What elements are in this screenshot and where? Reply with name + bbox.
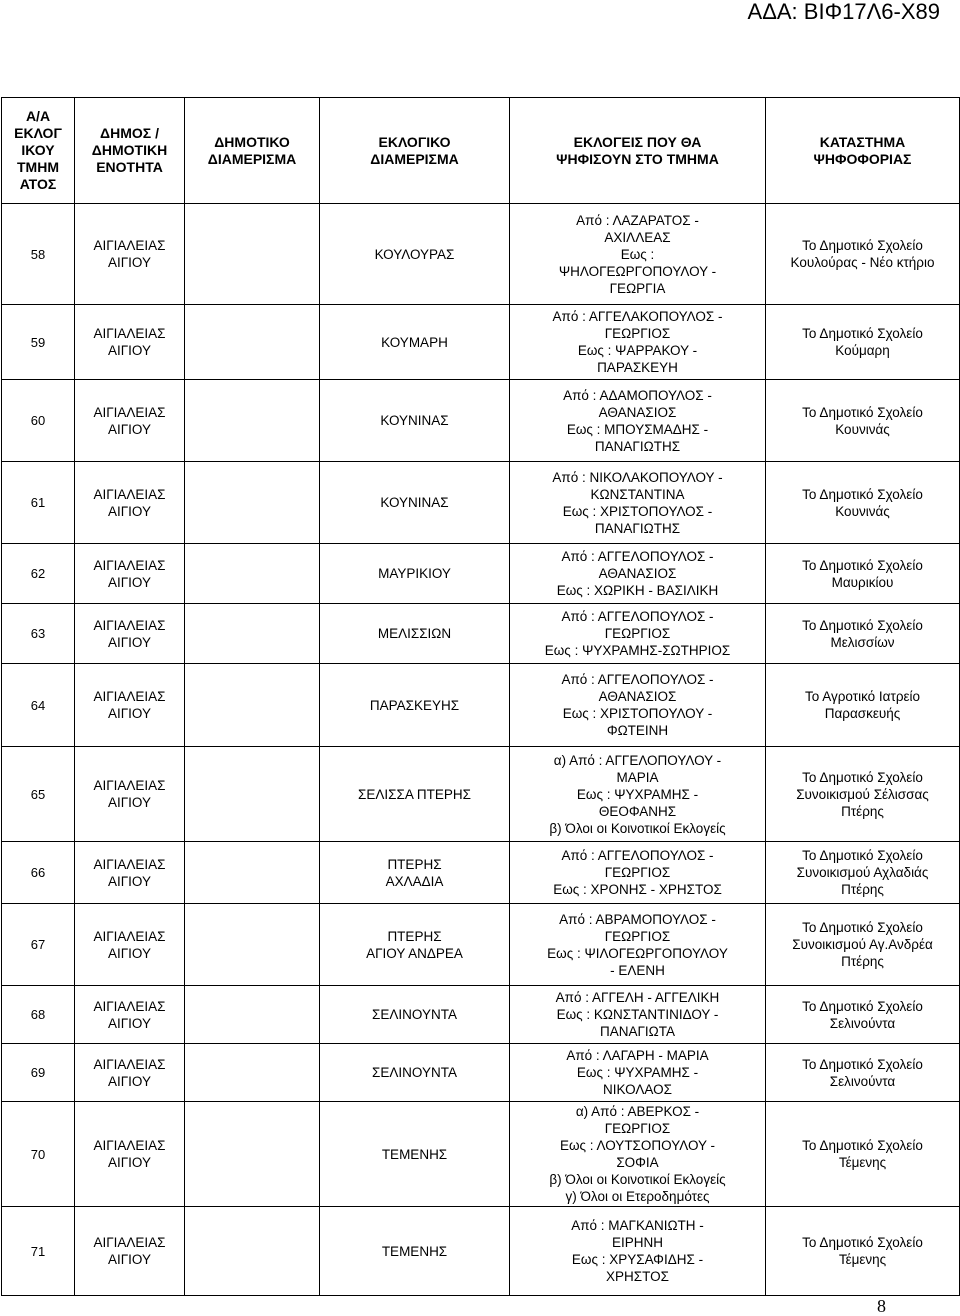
row-number: 59 bbox=[2, 305, 75, 380]
voters-cell: Από : ΛΑΓΑΡΗ - ΜΑΡΙΑ Εως : ΨΥΧΡΑΜΗΣ - ΝΙΚΟΛΑΟΣ bbox=[510, 1044, 766, 1102]
row-number: 60 bbox=[2, 380, 75, 462]
dimos-cell: ΑΙΓΙΑΛΕΙΑΣ ΑΙΓΙΟΥ bbox=[75, 1102, 185, 1207]
dimotiko-diamerisma-cell bbox=[185, 604, 320, 664]
row-number: 65 bbox=[2, 747, 75, 842]
row-number: 58 bbox=[2, 204, 75, 305]
col-header-dimotiko-diamerisma: ΔΗΜΟΤΙΚΟ ΔΙΑΜΕΡΙΣΜΑ bbox=[185, 98, 320, 204]
eklogiko-diamerisma-cell: ΚΟΥΛΟΥΡΑΣ bbox=[320, 204, 510, 305]
voters-cell: α) Από : ΑΒΕΡΚΟΣ - ΓΕΩΡΓΙΟΣ Εως : ΛΟΥΤΣΟΠΟΥΛΟΥ - ΣΟΦΙΑ β) Όλοι οι Κοινοτικοί Εκλογείς γ) Όλοι οι Ετεροδημότες bbox=[510, 1102, 766, 1207]
dimotiko-diamerisma-cell bbox=[185, 1102, 320, 1207]
table-row bbox=[2, 462, 960, 544]
table-row bbox=[2, 747, 960, 842]
dimotiko-diamerisma-cell bbox=[185, 904, 320, 986]
row-number: 68 bbox=[2, 986, 75, 1044]
eklogiko-diamerisma-cell: ΜΑΥΡΙΚΙΟΥ bbox=[320, 544, 510, 604]
dimotiko-diamerisma-cell bbox=[185, 747, 320, 842]
dimos-cell: ΑΙΓΙΑΛΕΙΑΣ ΑΙΓΙΟΥ bbox=[75, 380, 185, 462]
eklogiko-diamerisma-cell: ΠΑΡΑΣΚΕΥΗΣ bbox=[320, 664, 510, 747]
voters-cell: Από : ΑΓΓΕΛΗ - ΑΓΓΕΛΙΚΗ Εως : ΚΩΝΣΤΑΝΤΙΝΙΔΟΥ - ΠΑΝΑΓΙΩΤΑ bbox=[510, 986, 766, 1044]
dimos-cell: ΑΙΓΙΑΛΕΙΑΣ ΑΙΓΙΟΥ bbox=[75, 1044, 185, 1102]
col-header-polling-station: ΚΑΤΑΣΤΗΜΑ ΨΗΦΟΦΟΡΙΑΣ bbox=[766, 98, 960, 204]
col-header-aa: Α/Α ΕΚΛΟΓ ΙΚΟΥ ΤΜΗΜ ΑΤΟΣ bbox=[2, 98, 75, 204]
dimos-cell: ΑΙΓΙΑΛΕΙΑΣ ΑΙΓΙΟΥ bbox=[75, 842, 185, 904]
dimos-cell: ΑΙΓΙΑΛΕΙΑΣ ΑΙΓΙΟΥ bbox=[75, 544, 185, 604]
dimos-cell: ΑΙΓΙΑΛΕΙΑΣ ΑΙΓΙΟΥ bbox=[75, 604, 185, 664]
row-number: 61 bbox=[2, 462, 75, 544]
table-row bbox=[2, 664, 960, 747]
polling-station-cell: Το Αγροτικό Ιατρείο Παρασκευής bbox=[766, 664, 960, 747]
dimotiko-diamerisma-cell bbox=[185, 204, 320, 305]
polling-stations-table bbox=[1, 97, 960, 1296]
header-row bbox=[2, 98, 960, 204]
eklogiko-diamerisma-cell: ΤΕΜΕΝΗΣ bbox=[320, 1102, 510, 1207]
dimos-cell: ΑΙΓΙΑΛΕΙΑΣ ΑΙΓΙΟΥ bbox=[75, 747, 185, 842]
table-row bbox=[2, 986, 960, 1044]
row-number: 71 bbox=[2, 1207, 75, 1296]
ada-code: ΑΔΑ: ΒΙΦ17Λ6-Χ89 bbox=[747, 0, 940, 24]
eklogiko-diamerisma-cell: ΣΕΛΙΣΣΑ ΠΤΕΡΗΣ bbox=[320, 747, 510, 842]
table-row bbox=[2, 604, 960, 664]
polling-station-cell: Το Δημοτικό Σχολείο Συνοικισμού Σέλισσας Πτέρης bbox=[766, 747, 960, 842]
page-number: 8 bbox=[877, 1296, 886, 1316]
eklogiko-diamerisma-cell: ΠΤΕΡΗΣ ΑΧΛΑΔΙΑ bbox=[320, 842, 510, 904]
table-row bbox=[2, 842, 960, 904]
row-number: 62 bbox=[2, 544, 75, 604]
voters-cell: Από : ΜΑΓΚΑΝΙΩΤΗ - ΕΙΡΗΝΗ Εως : ΧΡΥΣΑΦΙΔΗΣ - ΧΡΗΣΤΟΣ bbox=[510, 1207, 766, 1296]
col-header-dimos: ΔΗΜΟΣ / ΔΗΜΟΤΙΚΗ ΕΝΟΤΗΤΑ bbox=[75, 98, 185, 204]
voters-cell: Από : ΑΓΓΕΛΟΠΟΥΛΟΣ - ΓΕΩΡΓΙΟΣ Εως : ΧΡΟΝΗΣ - ΧΡΗΣΤΟΣ bbox=[510, 842, 766, 904]
dimos-cell: ΑΙΓΙΑΛΕΙΑΣ ΑΙΓΙΟΥ bbox=[75, 664, 185, 747]
table-row bbox=[2, 1207, 960, 1296]
polling-station-cell: Το Δημοτικό Σχολείο Μελισσίων bbox=[766, 604, 960, 664]
dimotiko-diamerisma-cell bbox=[185, 842, 320, 904]
eklogiko-diamerisma-cell: ΣΕΛΙΝΟΥΝΤΑ bbox=[320, 1044, 510, 1102]
polling-station-cell: Το Δημοτικό Σχολείο Κούμαρη bbox=[766, 305, 960, 380]
dimotiko-diamerisma-cell bbox=[185, 1044, 320, 1102]
dimos-cell: ΑΙΓΙΑΛΕΙΑΣ ΑΙΓΙΟΥ bbox=[75, 462, 185, 544]
col-header-eklogiko-diamerisma: ΕΚΛΟΓΙΚΟ ΔΙΑΜΕΡΙΣΜΑ bbox=[320, 98, 510, 204]
voters-cell: Από : ΑΓΓΕΛΟΠΟΥΛΟΣ - ΑΘΑΝΑΣΙΟΣ Εως : ΧΡΙΣΤΟΠΟΥΛΟΥ - ΦΩΤΕΙΝΗ bbox=[510, 664, 766, 747]
table-row bbox=[2, 204, 960, 305]
polling-station-cell: Το Δημοτικό Σχολείο Τέμενης bbox=[766, 1102, 960, 1207]
row-number: 64 bbox=[2, 664, 75, 747]
voters-cell: Από : ΑΓΓΕΛΟΠΟΥΛΟΣ - ΑΘΑΝΑΣΙΟΣ Εως : ΧΩΡΙΚΗ - ΒΑΣΙΛΙΚΗ bbox=[510, 544, 766, 604]
polling-station-cell: Το Δημοτικό Σχολείο Κουνινάς bbox=[766, 380, 960, 462]
dimos-cell: ΑΙΓΙΑΛΕΙΑΣ ΑΙΓΙΟΥ bbox=[75, 305, 185, 380]
dimotiko-diamerisma-cell bbox=[185, 1207, 320, 1296]
dimos-cell: ΑΙΓΙΑΛΕΙΑΣ ΑΙΓΙΟΥ bbox=[75, 204, 185, 305]
table-row bbox=[2, 380, 960, 462]
polling-station-cell: Το Δημοτικό Σχολείο Κουνινάς bbox=[766, 462, 960, 544]
voters-cell: Από : ΑΓΓΕΛΑΚΟΠΟΥΛΟΣ - ΓΕΩΡΓΙΟΣ Εως : ΨΑΡΡΑΚΟΥ - ΠΑΡΑΣΚΕΥΗ bbox=[510, 305, 766, 380]
dimotiko-diamerisma-cell bbox=[185, 462, 320, 544]
dimotiko-diamerisma-cell bbox=[185, 380, 320, 462]
eklogiko-diamerisma-cell: ΠΤΕΡΗΣ ΑΓΙΟΥ ΑΝΔΡΕΑ bbox=[320, 904, 510, 986]
voters-cell: Από : ΑΓΓΕΛΟΠΟΥΛΟΣ - ΓΕΩΡΓΙΟΣ Εως : ΨΥΧΡΑΜΗΣ-ΣΩΤΗΡΙΟΣ bbox=[510, 604, 766, 664]
dimos-cell: ΑΙΓΙΑΛΕΙΑΣ ΑΙΓΙΟΥ bbox=[75, 1207, 185, 1296]
table-row bbox=[2, 1044, 960, 1102]
row-number: 69 bbox=[2, 1044, 75, 1102]
polling-station-cell: Το Δημοτικό Σχολείο Σελινούντα bbox=[766, 986, 960, 1044]
table-row bbox=[2, 904, 960, 986]
voters-cell: α) Από : ΑΓΓΕΛΟΠΟΥΛΟΥ - ΜΑΡΙΑ Εως : ΨΥΧΡΑΜΗΣ - ΘΕΟΦΑΝΗΣ β) Όλοι οι Κοινοτικοί Εκλογείς bbox=[510, 747, 766, 842]
voters-cell: Από : ΝΙΚΟΛΑΚΟΠΟΥΛΟΥ - ΚΩΝΣΤΑΝΤΙΝΑ Εως : ΧΡΙΣΤΟΠΟΥΛΟΣ - ΠΑΝΑΓΙΩΤΗΣ bbox=[510, 462, 766, 544]
eklogiko-diamerisma-cell: ΜΕΛΙΣΣΙΩΝ bbox=[320, 604, 510, 664]
row-number: 67 bbox=[2, 904, 75, 986]
dimotiko-diamerisma-cell bbox=[185, 986, 320, 1044]
dimotiko-diamerisma-cell bbox=[185, 664, 320, 747]
row-number: 70 bbox=[2, 1102, 75, 1207]
dimos-cell: ΑΙΓΙΑΛΕΙΑΣ ΑΙΓΙΟΥ bbox=[75, 986, 185, 1044]
eklogiko-diamerisma-cell: ΚΟΥΝΙΝΑΣ bbox=[320, 380, 510, 462]
dimotiko-diamerisma-cell bbox=[185, 544, 320, 604]
table-row bbox=[2, 305, 960, 380]
polling-station-cell: Το Δημοτικό Σχολείο Μαυρικίου bbox=[766, 544, 960, 604]
polling-station-cell: Το Δημοτικό Σχολείο Τέμενης bbox=[766, 1207, 960, 1296]
eklogiko-diamerisma-cell: ΣΕΛΙΝΟΥΝΤΑ bbox=[320, 986, 510, 1044]
eklogiko-diamerisma-cell: ΚΟΥΝΙΝΑΣ bbox=[320, 462, 510, 544]
dimos-cell: ΑΙΓΙΑΛΕΙΑΣ ΑΙΓΙΟΥ bbox=[75, 904, 185, 986]
eklogiko-diamerisma-cell: ΤΕΜΕΝΗΣ bbox=[320, 1207, 510, 1296]
polling-station-cell: Το Δημοτικό Σχολείο Συνοικισμού Αγ.Ανδρέα Πτέρης bbox=[766, 904, 960, 986]
voters-cell: Από : ΑΒΡΑΜΟΠΟΥΛΟΣ - ΓΕΩΡΓΙΟΣ Εως : ΨΙΛΟΓΕΩΡΓΟΠΟΥΛΟΥ - ΕΛΕΝΗ bbox=[510, 904, 766, 986]
table-row bbox=[2, 544, 960, 604]
row-number: 66 bbox=[2, 842, 75, 904]
voters-cell: Από : ΛΑΖΑΡΑΤΟΣ - ΑΧΙΛΛΕΑΣ Εως : ΨΗΛΟΓΕΩΡΓΟΠΟΥΛΟΥ - ΓΕΩΡΓΙΑ bbox=[510, 204, 766, 305]
row-number: 63 bbox=[2, 604, 75, 664]
polling-station-cell: Το Δημοτικό Σχολείο Συνοικισμού Αχλαδιάς Πτέρης bbox=[766, 842, 960, 904]
col-header-voters: ΕΚΛΟΓΕΙΣ ΠΟΥ ΘΑ ΨΗΦΙΣΟΥΝ ΣΤΟ ΤΜΗΜΑ bbox=[510, 98, 766, 204]
polling-station-cell: Το Δημοτικό Σχολείο Κουλούρας - Νέο κτήριο bbox=[766, 204, 960, 305]
dimotiko-diamerisma-cell bbox=[185, 305, 320, 380]
voters-cell: Από : ΑΔΑΜΟΠΟΥΛΟΣ - ΑΘΑΝΑΣΙΟΣ Εως : ΜΠΟΥΣΜΑΔΗΣ - ΠΑΝΑΓΙΩΤΗΣ bbox=[510, 380, 766, 462]
eklogiko-diamerisma-cell: ΚΟΥΜΑΡΗ bbox=[320, 305, 510, 380]
table-row bbox=[2, 1102, 960, 1207]
polling-station-cell: Το Δημοτικό Σχολείο Σελινούντα bbox=[766, 1044, 960, 1102]
